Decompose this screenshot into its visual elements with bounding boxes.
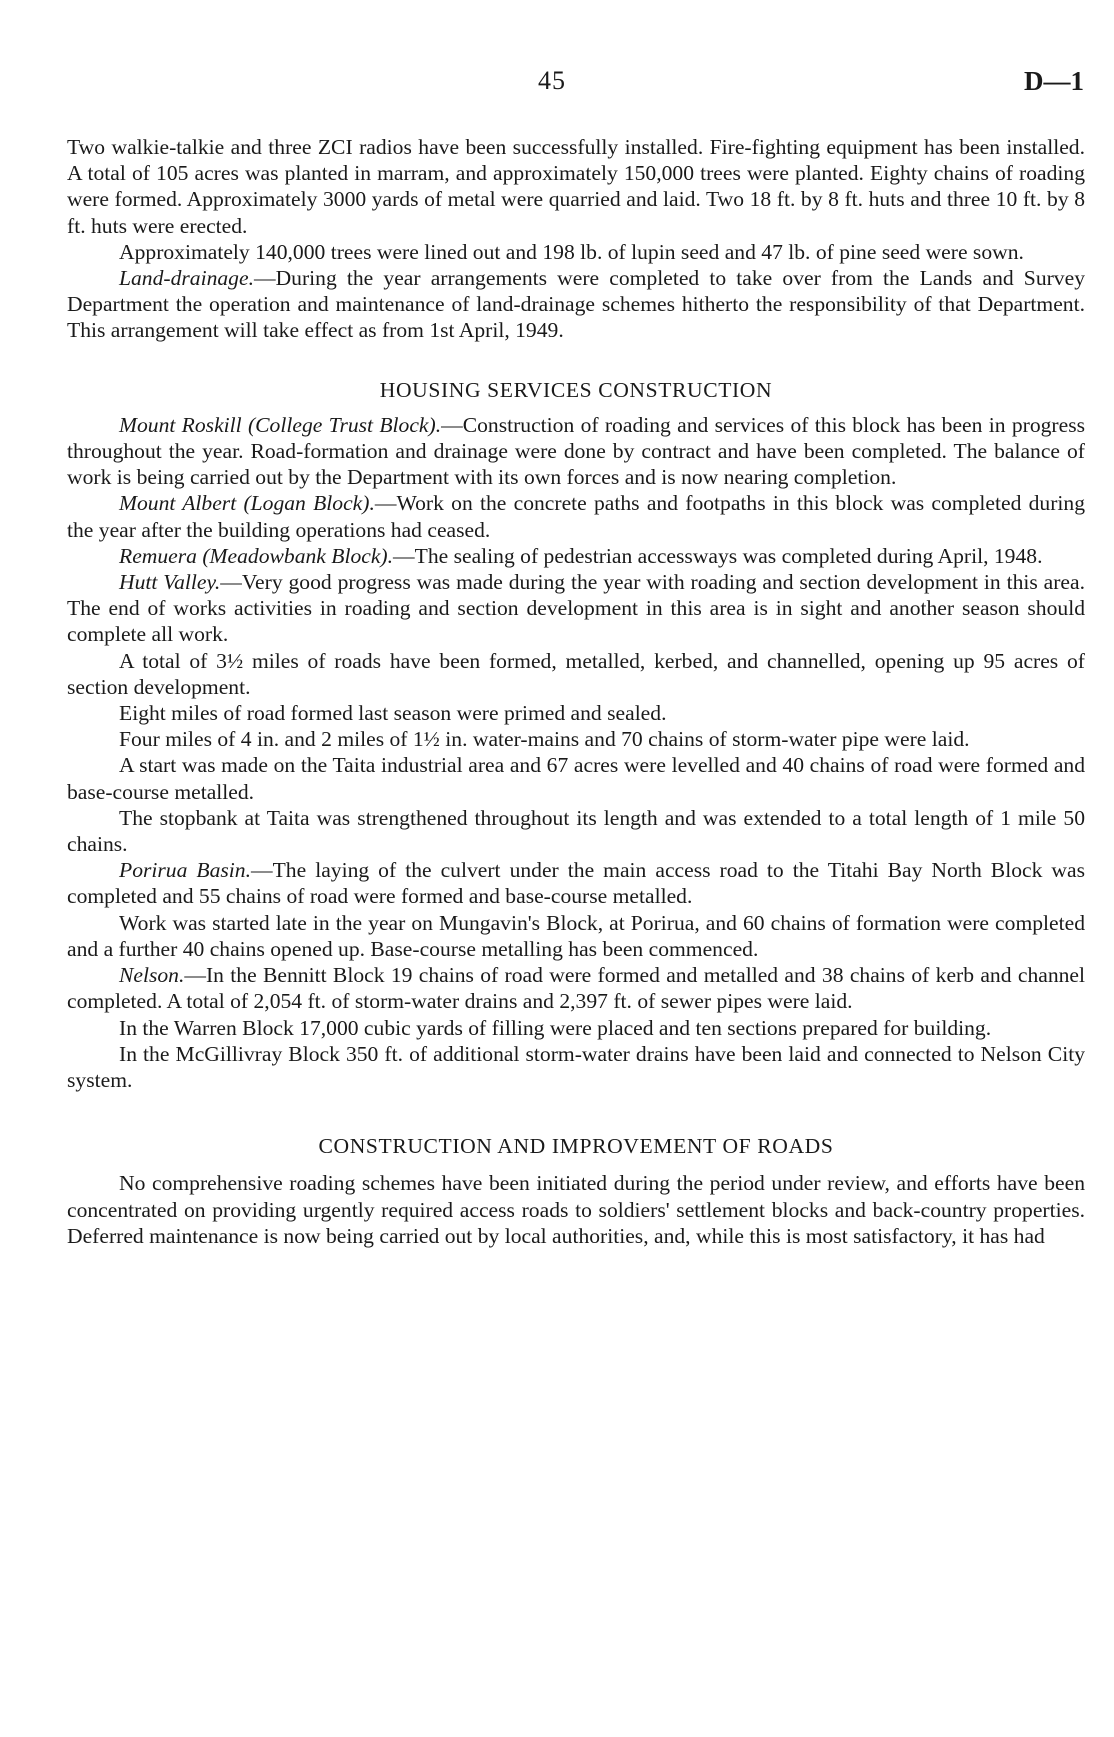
section-heading-housing: HOUSING SERVICES CONSTRUCTION (379, 377, 773, 402)
paragraph-mcgillivray-block: In the McGillivray Block 350 ft. of additional storm-water drains have been laid and connected to Nelson City system. (67, 1041, 1085, 1092)
section-heading-roads: CONSTRUCTION AND IMPROVEMENT OF ROADS (318, 1134, 834, 1159)
paragraph-remuera (67, 543, 1085, 569)
subsection-title-mount-albert: Mount Albert (Logan Block). (119, 491, 375, 516)
paragraph-taita-stopbank: The stopbank at Taita was strengthened throughout its length and was extended to a total length of 1 mile 50 chains. (67, 805, 1085, 857)
paragraph-taita-industrial: A start was made on the Taita industrial area and 67 acres were levelled and 40 chains of road were formed and base-course metalled. (67, 753, 1085, 804)
mount-roskill-text: —Construction of roading and services of this block has been in progress throughout the year. Road-formation and drainage were done by contract and have been completed. The balance of work is being carried out by the Department with its own forces and is now nearing completion. (67, 412, 1085, 490)
subsection-title-land-drainage: Land-drainage. (119, 266, 254, 291)
paragraph-nelson (67, 962, 1085, 1014)
paragraph-warren-block: In the Warren Block 17,000 cubic yards of filling were placed and ten sections prepared for building. (119, 1015, 992, 1040)
nelson-text: —In the Bennitt Block 19 chains of road were formed and metalled and 38 chains of kerb and channel completed. A total of 2,054 ft. of storm-water drains and 2,397 ft. of sewer pipes were laid. (67, 963, 1085, 1014)
page-number: 45 (538, 66, 566, 95)
paragraph-radios-trees: Two walkie-talkie and three ZCI radios have been successfully installed. Fire-fighting equipment has been installed. A total of 105 acres was planted in marram, and approximately 150,000 trees were planted. Eighty chains of roading were formed. Approximately 3000 yards of metal were quarried and laid. Two 18 ft. by 8 ft. huts and three 10 ft. by 8 ft. huts were erected. (67, 135, 1085, 238)
paragraph-hutt-water-mains: Four miles of 4 in. and 2 miles of 1½ in. water-mains and 70 chains of storm-water pipe were laid. (119, 727, 970, 752)
paragraph-porirua-basin (67, 857, 1085, 909)
paragraph-seed-sowing: Approximately 140,000 trees were lined out and 198 lb. of lupin seed and 47 lb. of pine seed were sown. (119, 239, 1024, 264)
land-drainage-text: —During the year arrangements were completed to take over from the Lands and Survey Department the operation and maintenance of land-drainage schemes hitherto the responsibility of that Department. This arrangement will take effect as from 1st April, 1949. (67, 266, 1085, 343)
paragraph-mungavin-block: Work was started late in the year on Mungavin's Block, at Porirua, and 60 chains of formation were completed and a further 40 chains opened up. Base-course metalling has been commenced. (67, 910, 1085, 961)
document-code: D—1 (1024, 66, 1084, 96)
subsection-title-remuera: Remuera (Meadowbank Block). (119, 543, 394, 568)
porirua-basin-text: —The laying of the culvert under the main access road to the Titahi Bay North Block was completed and 55 chains of road were formed and base-course metalled. (67, 858, 1085, 909)
paragraph-land-drainage (67, 265, 1085, 344)
paragraph-mount-albert (67, 490, 1085, 542)
paragraph-hutt-valley (67, 569, 1085, 648)
page-header (0, 66, 1114, 100)
subsection-title-mount-roskill: Mount Roskill (College Trust Block). (119, 412, 442, 437)
mount-albert-text: —Work on the concrete paths and footpaths in this block was completed during the year after the building operations had ceased. (67, 491, 1085, 542)
paragraph-hutt-roads: A total of 3½ miles of roads have been formed, metalled, kerbed, and channelled, opening up 95 acres of section development. (67, 648, 1085, 699)
remuera-text: —The sealing of pedestrian accessways was completed during April, 1948. (393, 543, 1043, 568)
subsection-title-hutt-valley: Hutt Valley. (119, 570, 221, 595)
page-body (67, 134, 1085, 1249)
paragraph-hutt-sealing: Eight miles of road formed last season were primed and sealed. (119, 701, 667, 726)
paragraph-roading-schemes: No comprehensive roading schemes have been initiated during the period under review, and efforts have been concentrated on providing urgently required access roads to soldiers' settlement blocks and back-country properties. Deferred maintenance is now being carried out by local authorities, and, while this is most satisfactory, it has had (67, 1171, 1085, 1248)
subsection-title-porirua-basin: Porirua Basin. (119, 858, 251, 883)
subsection-title-nelson: Nelson. (119, 963, 185, 988)
paragraph-mount-roskill (67, 412, 1085, 491)
hutt-valley-text: —Very good progress was made during the year with roading and section development in this area. The end of works activities in roading and section development in this area is in sight and another season should complete all work. (67, 570, 1085, 647)
